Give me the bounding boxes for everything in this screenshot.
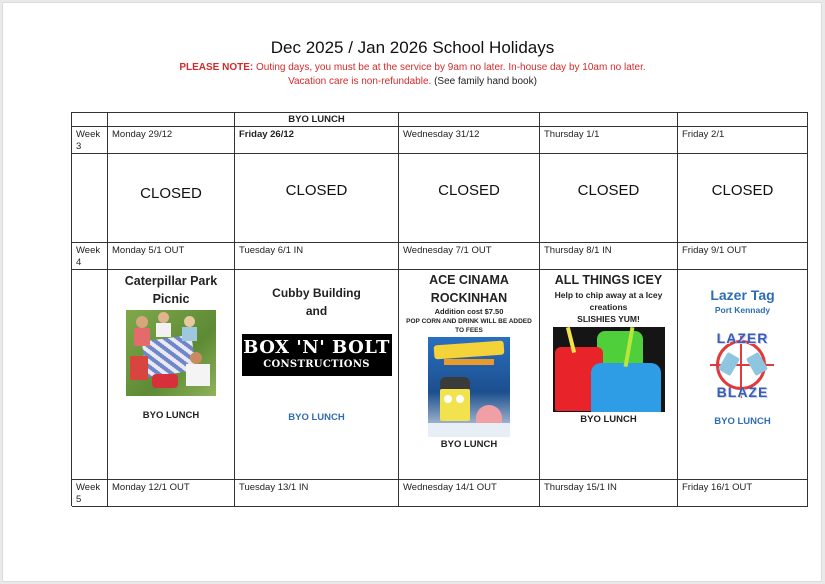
- note-text: Outing days, you must be at the service by 9am no later. In-house day by 10am no later.: [253, 62, 646, 73]
- banner-empty-cell: [72, 113, 108, 127]
- refund-note: Vacation care is non-refundable.: [288, 76, 432, 87]
- day-header: Thursday 15/1 IN: [540, 480, 678, 507]
- closed-status: CLOSED: [235, 154, 399, 243]
- byo-lunch-label: BYO LUNCH: [288, 412, 345, 423]
- day-header: Monday 29/12: [108, 127, 235, 154]
- activity-detail: creations: [589, 302, 628, 312]
- lazer-blaze-logo: [706, 330, 780, 402]
- day-header: Friday 26/12: [235, 127, 399, 154]
- banner-empty-cell: [540, 113, 678, 127]
- handbook-note: (See family hand book): [431, 76, 537, 87]
- activity-detail: Help to chip away at a Icey: [554, 290, 663, 300]
- activity-ace-cinema: [399, 270, 540, 480]
- closed-status: CLOSED: [540, 154, 678, 243]
- week-4-empty-cell: [72, 270, 108, 480]
- activity-title: ROCKINHAN: [430, 291, 508, 305]
- activity-detail: POP CORN AND DRINK WILL BE ADDED: [406, 318, 532, 325]
- schedule-table: [71, 112, 808, 506]
- banner-empty-cell: [399, 113, 540, 127]
- day-header: Friday 16/1 OUT: [678, 480, 808, 507]
- closed-status: CLOSED: [678, 154, 808, 243]
- logo-text: BOX 'N' BOLT: [243, 337, 390, 358]
- week-3-empty-cell: [72, 154, 108, 243]
- day-header: Wednesday 31/12: [399, 127, 540, 154]
- activity-location: Port Kennady: [714, 305, 771, 315]
- banner-empty-cell: [108, 113, 235, 127]
- day-header: Tuesday 13/1 IN: [235, 480, 399, 507]
- activity-title: Lazer Tag: [710, 287, 775, 303]
- banner-empty-cell: [678, 113, 808, 127]
- activity-title: Cubby Building: [272, 286, 361, 300]
- day-header: Friday 2/1: [678, 127, 808, 154]
- byo-lunch-label: BYO LUNCH: [580, 414, 637, 425]
- logo-text: CONSTRUCTIONS: [263, 359, 370, 370]
- activity-cubby-building: [235, 270, 399, 480]
- week-3-label: Week 3: [72, 127, 108, 154]
- activity-title: ACE CINAMA: [429, 273, 509, 287]
- day-header: Tuesday 6/1 IN: [235, 243, 399, 270]
- note-label: PLEASE NOTE:: [179, 62, 254, 73]
- byo-lunch-label: BYO LUNCH: [142, 410, 200, 421]
- spongebob-movie-poster: [428, 337, 510, 437]
- note-line-2: [0, 76, 825, 87]
- activity-title: ALL THINGS ICEY: [554, 273, 663, 287]
- slushies-photo: [553, 327, 665, 412]
- byo-lunch-label: BYO LUNCH: [440, 439, 498, 450]
- day-header: Thursday 8/1 IN: [540, 243, 678, 270]
- day-header: Monday 12/1 OUT: [108, 480, 235, 507]
- byo-lunch-banner: BYO LUNCH: [235, 113, 399, 127]
- week-4-label: Week 4: [72, 243, 108, 270]
- closed-status: CLOSED: [399, 154, 540, 243]
- day-header: Friday 9/1 OUT: [678, 243, 808, 270]
- activity-detail: TO FEES: [455, 327, 483, 334]
- page-title: Dec 2025 / Jan 2026 School Holidays: [270, 38, 555, 57]
- activity-detail: Addition cost $7.50: [434, 307, 504, 316]
- logo-text: LAZER: [716, 330, 769, 346]
- closed-status: CLOSED: [108, 154, 235, 243]
- box-n-bolt-logo: [242, 334, 392, 376]
- activity-title: Caterpillar Park: [124, 274, 218, 288]
- byo-lunch-label: BYO LUNCH: [714, 416, 771, 427]
- activity-all-things-icey: [540, 270, 678, 480]
- activity-caterpillar-park: [108, 270, 235, 480]
- note-line-1: [0, 62, 825, 73]
- activity-title: Picnic: [152, 292, 190, 306]
- day-header: Thursday 1/1: [540, 127, 678, 154]
- week-5-label: Week 5: [72, 480, 108, 507]
- logo-text: BLAZE: [716, 384, 769, 400]
- activity-detail: SLISHIES YUM!: [577, 314, 640, 324]
- day-header: Monday 5/1 OUT: [108, 243, 235, 270]
- activity-lazer-tag: [678, 270, 808, 480]
- picnic-photo: [126, 310, 216, 396]
- day-header: Wednesday 14/1 OUT: [399, 480, 540, 507]
- day-header: Wednesday 7/1 OUT: [399, 243, 540, 270]
- activity-title: and: [305, 304, 328, 318]
